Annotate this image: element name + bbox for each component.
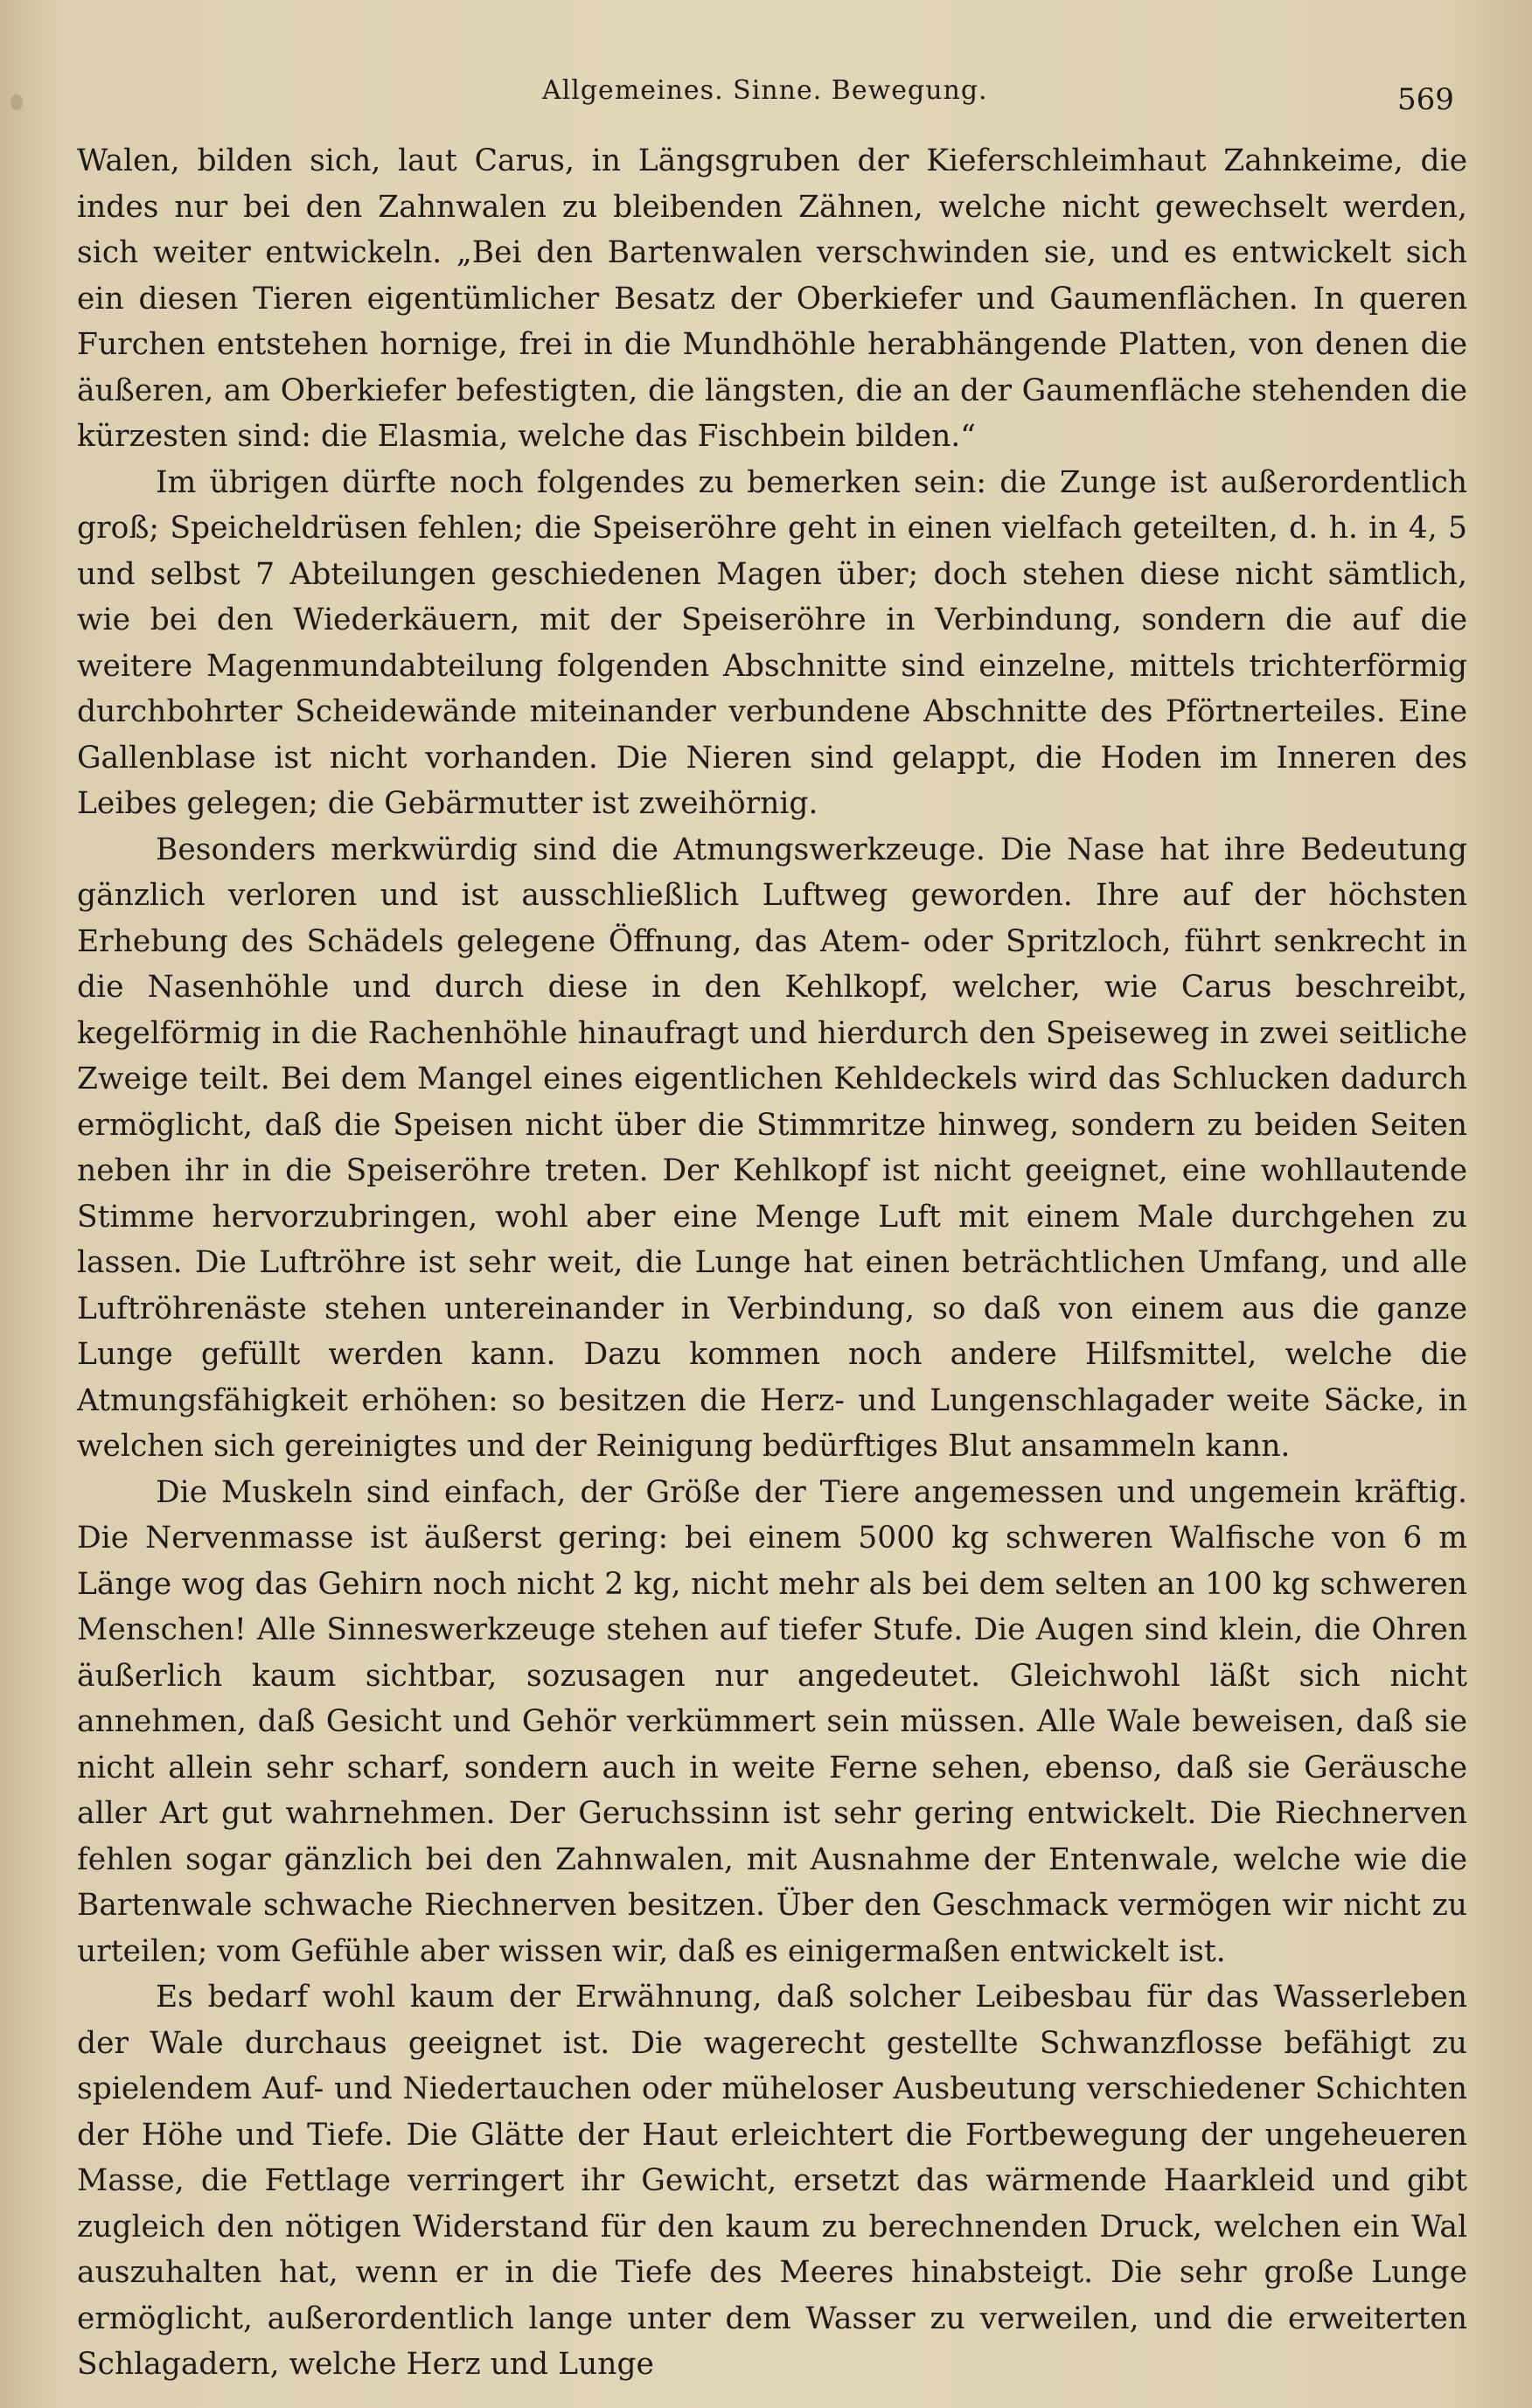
page-header xyxy=(0,70,1532,122)
paragraph-1: Walen, bilden sich, laut Carus, in Längsgruben der Kieferschleimhaut Zahnkeime, die indes nur bei den Zahnwalen zu bleibenden Zähnen, welche nicht gewechselt werden, sich weiter entwickeln. „Bei den Bartenwalen verschwinden sie, und es entwickelt sich ein diesen Tieren eigentümlicher Besatz der Oberkiefer und Gaumenflächen. In queren Furchen entstehen hornige, frei in die Mundhöhle herabhängende Platten, von denen die äußeren, am Oberkiefer befestigten, die längsten, die an der Gaumenfläche stehenden die kürzesten sind: die Elasmia, welche das Fischbein bilden.“ xyxy=(77,143,1467,454)
paragraph-5: Es bedarf wohl kaum der Erwähnung, daß solcher Leibesbau für das Wasserleben der Wale durchaus geeignet ist. Die wagerecht gestellte Schwanzflosse befähigt zu spielendem Auf- und Niedertauchen oder müheloser Ausbeutung verschiedener Schichten der Höhe und Tiefe. Die Glätte der Haut erleichtert die Fortbewegung der ungeheueren Masse, die Fettlage verringert ihr Gewicht, ersetzt das wärmende Haarkleid und gibt zugleich den nötigen Widerstand für den kaum zu berechnenden Druck, welchen ein Wal auszuhalten hat, wenn er in die Tiefe des Meeres hinabsteigt. Die sehr große Lunge ermöglicht, außerordentlich lange unter dem Wasser zu verweilen, und die erweiterten Schlagadern, welche Herz und Lunge xyxy=(77,1980,1467,2382)
running-head: Allgemeines. Sinne. Bewegung. xyxy=(542,75,988,106)
body-text xyxy=(77,138,1467,2388)
paragraph-4: Die Muskeln sind einfach, der Größe der Tiere angemessen und ungemein kräftig. Die Nervenmasse ist äußerst gering: bei einem 5000 kg schweren Walfische von 6 m Länge wog das Gehirn noch nicht 2 kg, nicht mehr als bei dem selten an 100 kg schweren Menschen! Alle Sinneswerkzeuge stehen auf tiefer Stufe. Die Augen sind klein, die Ohren äußerlich kaum sichtbar, sozusagen nur angedeutet. Gleichwohl läßt sich nicht annehmen, daß Gesicht und Gehör verkümmert sein müssen. Alle Wale beweisen, daß sie nicht allein sehr scharf, sondern auch in weite Ferne sehen, ebenso, daß sie Geräusche aller Art gut wahrnehmen. Der Geruchssinn ist sehr gering entwickelt. Die Riechnerven fehlen sogar gänzlich bei den Zahnwalen, mit Ausnahme der Entenwale, welche wie die Bartenwale schwache Riechnerven besitzen. Über den Geschmack vermögen wir nicht zu urteilen; vom Gefühle aber wissen wir, daß es einigermaßen entwickelt ist. xyxy=(77,1474,1467,1969)
paragraph-2: Im übrigen dürfte noch folgendes zu bemerken sein: die Zunge ist außerordentlich groß; Speicheldrüsen fehlen; die Speiseröhre geht in einen vielfach geteilten, d. h. in 4, 5 und selbst 7 Abteilungen geschiedenen Magen über; doch stehen diese nicht sämtlich, wie bei den Wiederkäuern, mit der Speiseröhre in Verbindung, sondern die auf die weitere Magenmundabteilung folgenden Abschnitte sind einzelne, mittels trichterförmig durchbohrter Scheidewände miteinander verbundene Abschnitte des Pförtnerteiles. Eine Gallenblase ist nicht vorhanden. Die Nieren sind gelappt, die Hoden im Inneren des Leibes gelegen; die Gebärmutter ist zweihörnig. xyxy=(77,464,1467,821)
page-number: 569 xyxy=(1397,82,1454,117)
paragraph-3: Besonders merkwürdig sind die Atmungswerkzeuge. Die Nase hat ihre Bedeutung gänzlich verloren und ist ausschließlich Luftweg geworden. Ihre auf der höchsten Erhebung des Schädels gelegene Öffnung, das Atem- oder Spritzloch, führt senkrecht in die Nasenhöhle und durch diese in den Kehlkopf, welcher, wie Carus beschreibt, kegelförmig in die Rachenhöhle hinaufragt und hierdurch den Speiseweg in zwei seitliche Zweige teilt. Bei dem Mangel eines eigentlichen Kehldeckels wird das Schlucken dadurch ermöglicht, daß die Speisen nicht über die Stimmritze hinweg, sondern zu beiden Seiten neben ihr in die Speiseröhre treten. Der Kehlkopf ist nicht geeignet, eine wohllautende Stimme hervorzubringen, wohl aber eine Menge Luft mit einem Male durchgehen zu lassen. Die Luftröhre ist sehr weit, die Lunge hat einen beträchtlichen Umfang, und alle Luftröhrenäste stehen untereinander in Verbindung, so daß von einem aus die ganze Lunge gefüllt werden kann. Dazu kommen noch andere Hilfsmittel, welche die Atmungsfähigkeit erhöhen: so besitzen die Herz- und Lungenschlagader weite Säcke, in welchen sich gereinigtes und der Reinigung bedürftiges Blut ansammeln kann. xyxy=(77,832,1467,1464)
